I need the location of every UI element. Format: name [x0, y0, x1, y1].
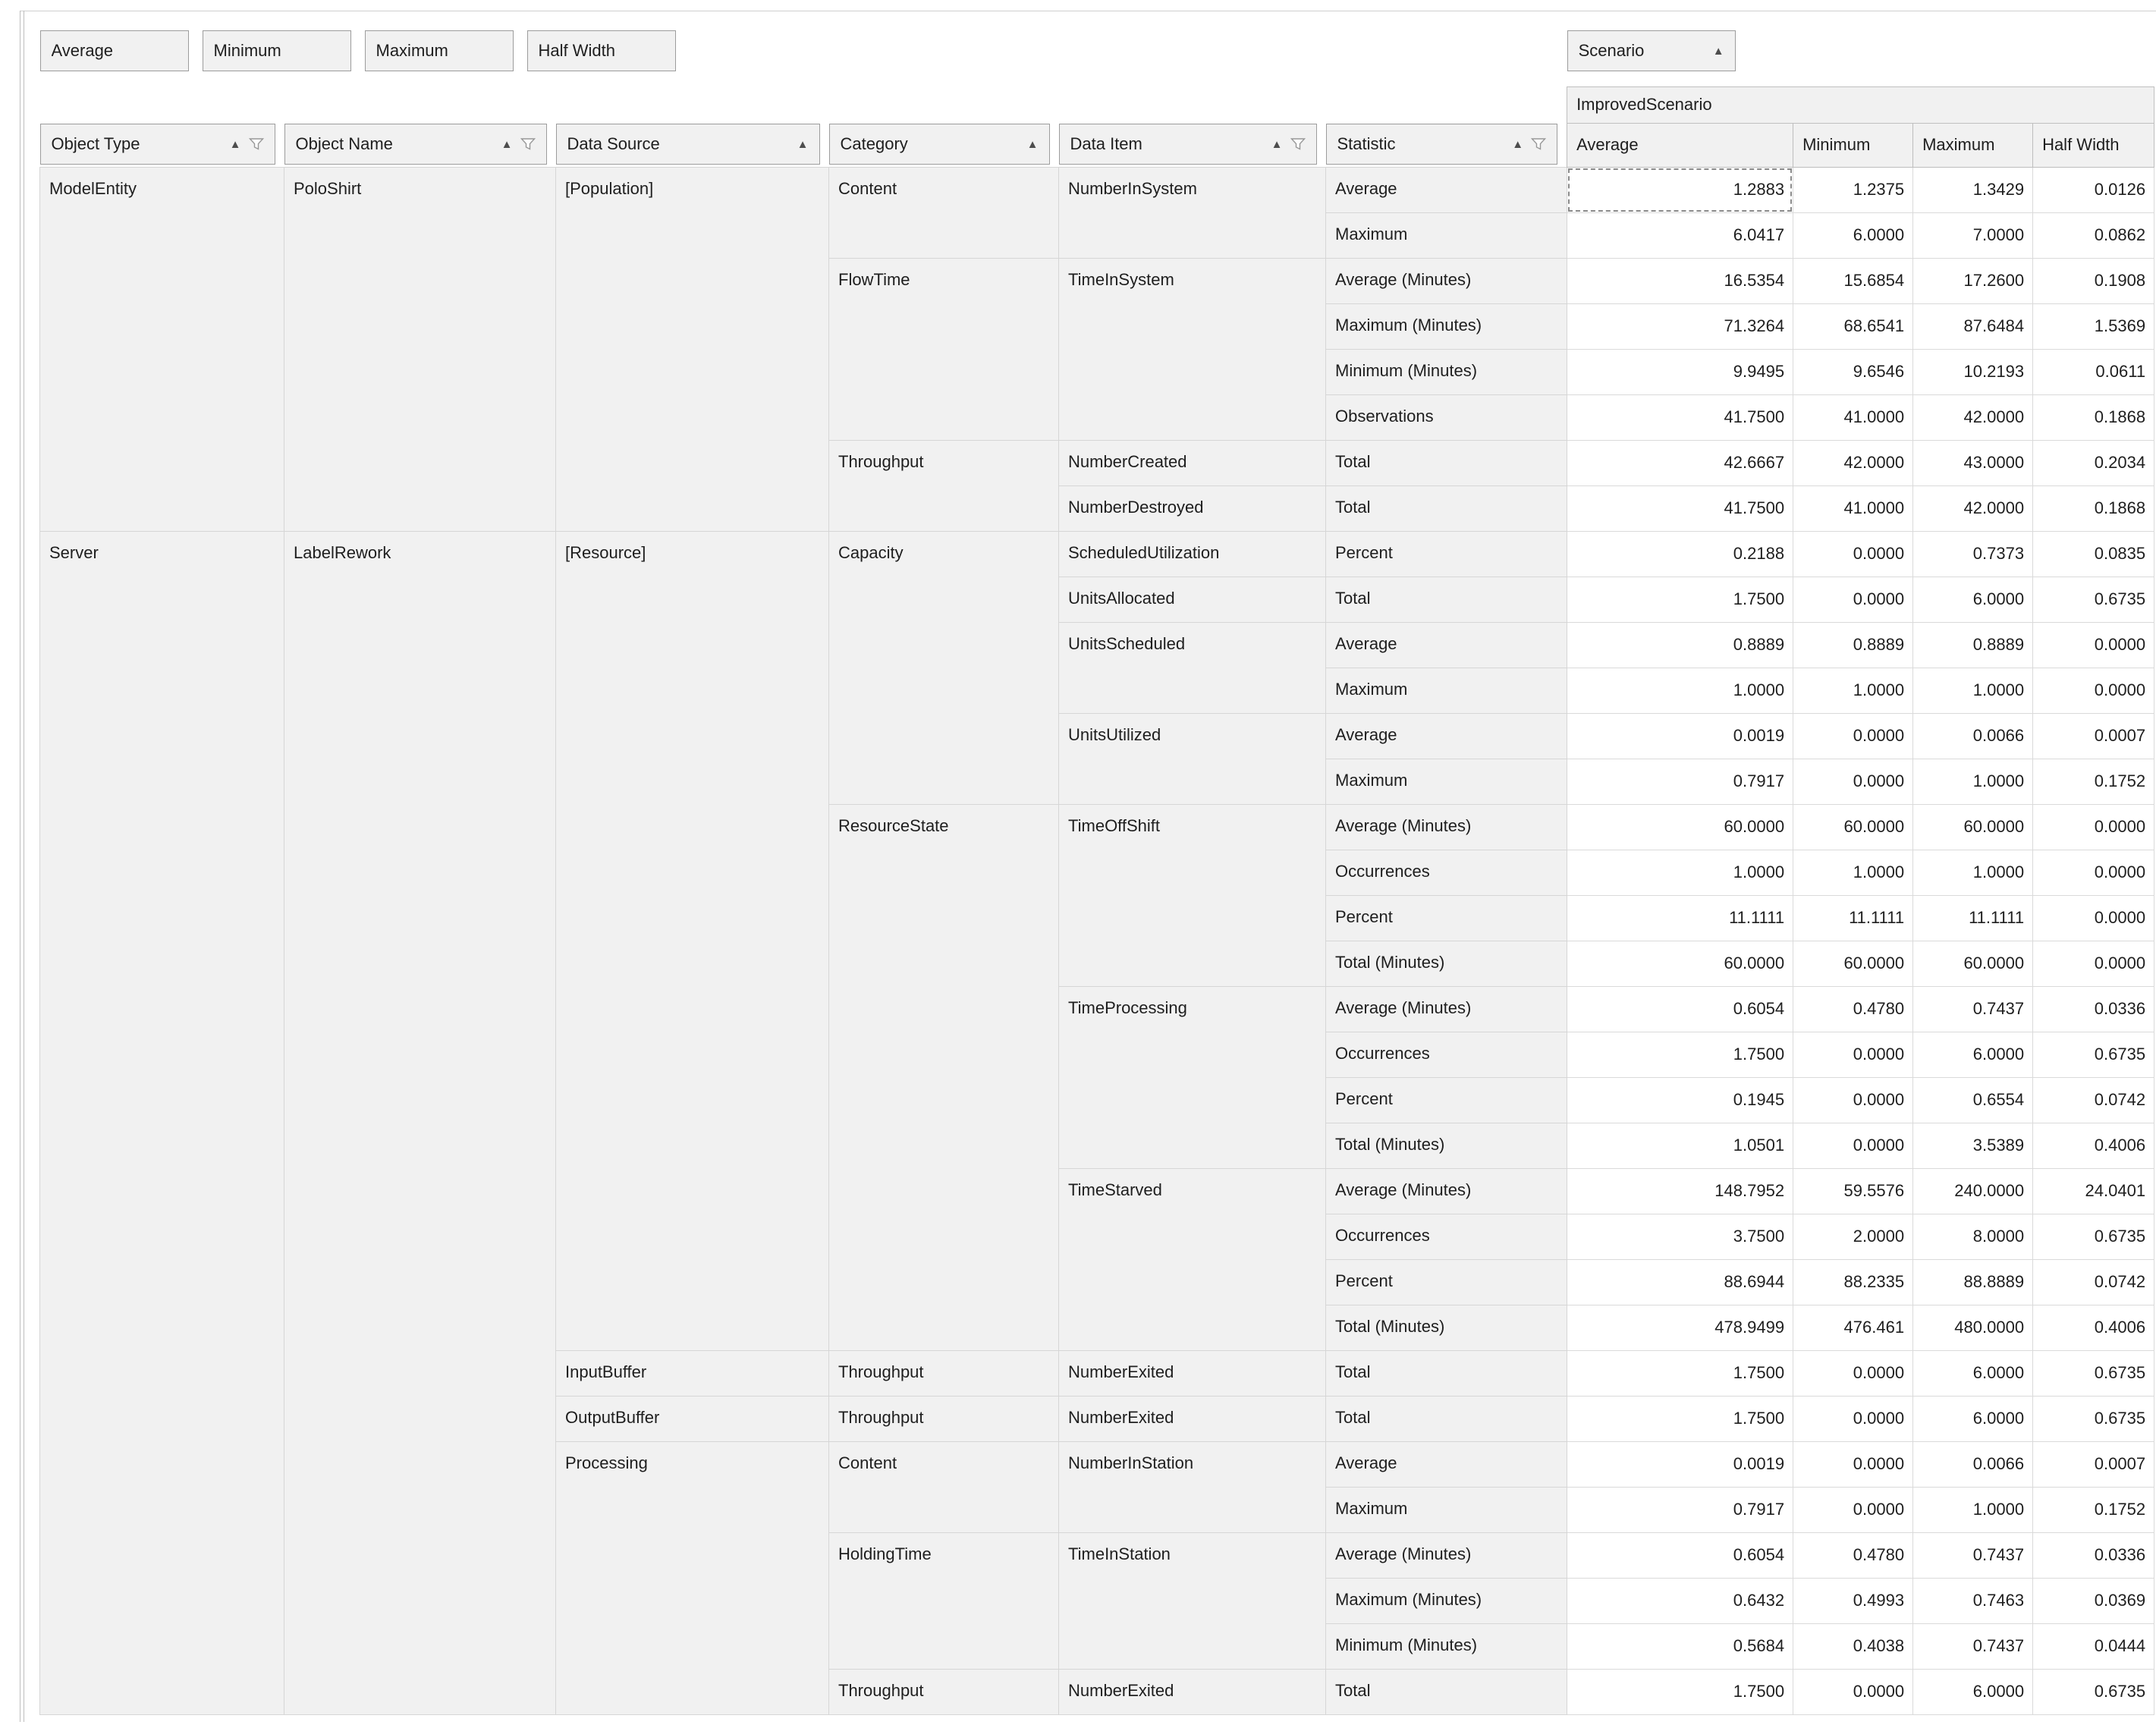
statistic-cell: Maximum	[1326, 759, 1567, 804]
value-cell[interactable]: 0.0019	[1567, 713, 1793, 759]
value-cell[interactable]: 0.6735	[2033, 1396, 2154, 1441]
value-cell[interactable]: 0.0000	[2033, 622, 2154, 668]
value-cell[interactable]: 148.7952	[1567, 1168, 1793, 1214]
left-splitter[interactable]	[20, 11, 24, 1722]
value-cell[interactable]: 88.2335	[1793, 1259, 1913, 1305]
value-cell[interactable]: 1.0000	[1567, 850, 1793, 895]
filter-funnel-icon[interactable]	[1531, 137, 1546, 151]
value-cell[interactable]: 1.3429	[1913, 167, 2033, 212]
row-field-chip-category[interactable]	[829, 124, 1050, 165]
value-cell[interactable]: 0.0000	[2033, 668, 2154, 713]
value-cell[interactable]: 6.0000	[1913, 1350, 2033, 1396]
value-cell[interactable]: 0.1868	[2033, 394, 2154, 440]
value-cell[interactable]: 0.0000	[1793, 1123, 1913, 1168]
value-cell[interactable]: 9.6546	[1793, 349, 1913, 394]
value-cell[interactable]: 60.0000	[1567, 941, 1793, 986]
value-cell[interactable]: 0.2188	[1567, 531, 1793, 577]
statistic-cell: Total	[1326, 577, 1567, 622]
value-cell[interactable]: 0.0000	[2033, 804, 2154, 850]
value-cell[interactable]: 0.6735	[2033, 1214, 2154, 1259]
data-item-cell: TimeInSystem	[1059, 258, 1326, 440]
category-cell: HoldingTime	[829, 1532, 1059, 1669]
data-item-cell: NumberInSystem	[1059, 167, 1326, 258]
value-cell[interactable]: 1.7500	[1567, 1032, 1793, 1077]
data-source-cell: OutputBuffer	[556, 1396, 829, 1441]
chip-label: Half Width	[538, 41, 615, 60]
data-item-cell: NumberExited	[1059, 1396, 1326, 1441]
field-label: Object Name	[295, 134, 393, 153]
value-cell[interactable]: 0.6554	[1913, 1077, 2033, 1123]
filter-funnel-icon[interactable]	[1290, 137, 1306, 151]
row-field-chip-object-type[interactable]	[40, 124, 275, 165]
statistic-cell: Maximum	[1326, 1487, 1567, 1532]
value-cell[interactable]: 0.0742	[2033, 1077, 2154, 1123]
statistic-cell: Percent	[1326, 531, 1567, 577]
value-cell[interactable]: 0.1868	[2033, 485, 2154, 531]
data-fields-area	[40, 30, 1567, 71]
statistic-cell: Total	[1326, 1350, 1567, 1396]
data-item-cell: NumberDestroyed	[1059, 485, 1326, 531]
value-column-header-maximum[interactable]: Maximum	[1913, 123, 2033, 167]
statistic-cell: Occurrences	[1326, 1214, 1567, 1259]
value-cell[interactable]: 60.0000	[1913, 941, 2033, 986]
value-cell[interactable]: 0.5684	[1567, 1623, 1793, 1669]
value-cell[interactable]: 0.7373	[1913, 531, 2033, 577]
value-cell[interactable]: 16.5354	[1567, 258, 1793, 303]
row-field-chip-data-item[interactable]	[1059, 124, 1317, 165]
statistic-cell: Average	[1326, 167, 1567, 212]
value-column-header-half-width[interactable]: Half Width	[2033, 123, 2154, 167]
data-item-cell: TimeProcessing	[1059, 986, 1326, 1168]
value-cell[interactable]: 0.6735	[2033, 1669, 2154, 1714]
category-cell: Content	[829, 1441, 1059, 1532]
value-cell[interactable]: 240.0000	[1913, 1168, 2033, 1214]
statistic-cell: Maximum (Minutes)	[1326, 1578, 1567, 1623]
value-cell[interactable]: 0.7917	[1567, 1487, 1793, 1532]
statistic-cell: Occurrences	[1326, 850, 1567, 895]
object-name-cell: LabelRework	[284, 531, 556, 1714]
statistic-cell: Average	[1326, 713, 1567, 759]
value-cell[interactable]: 17.2600	[1913, 258, 2033, 303]
category-cell: Throughput	[829, 1350, 1059, 1396]
scenario-column-header[interactable]: ImprovedScenario	[1567, 86, 2154, 123]
value-cell[interactable]: 60.0000	[1793, 941, 1913, 986]
column-headers-row	[40, 123, 2154, 167]
statistic-cell: Percent	[1326, 1077, 1567, 1123]
object-type-cell: Server	[40, 531, 284, 1714]
value-cell[interactable]: 11.1111	[1567, 895, 1793, 941]
value-column-header-average[interactable]: Average	[1567, 123, 1793, 167]
value-cell[interactable]: 480.0000	[1913, 1305, 2033, 1350]
statistic-cell: Average (Minutes)	[1326, 1532, 1567, 1578]
statistic-cell: Maximum (Minutes)	[1326, 303, 1567, 349]
value-cell[interactable]: 0.8889	[1793, 622, 1913, 668]
value-cell[interactable]: 0.0336	[2033, 1532, 2154, 1578]
category-cell: Content	[829, 167, 1059, 258]
value-cell[interactable]: 0.6735	[2033, 1350, 2154, 1396]
sort-ascending-icon: ▲	[501, 137, 513, 151]
statistic-cell: Total	[1326, 1396, 1567, 1441]
scenario-field-label: Scenario	[1578, 41, 1645, 60]
statistic-cell: Occurrences	[1326, 1032, 1567, 1077]
value-cell[interactable]: 6.0000	[1793, 212, 1913, 258]
value-cell[interactable]: 0.7437	[1913, 1532, 2033, 1578]
value-cell[interactable]: 0.8889	[1567, 622, 1793, 668]
value-cell[interactable]: 1.0000	[1913, 850, 2033, 895]
value-cell[interactable]: 1.0000	[1793, 668, 1913, 713]
value-cell[interactable]: 0.7437	[1913, 986, 2033, 1032]
value-cell[interactable]: 9.9495	[1567, 349, 1793, 394]
data-item-cell: TimeInStation	[1059, 1532, 1326, 1669]
category-cell: Throughput	[829, 440, 1059, 531]
value-cell[interactable]: 0.7917	[1567, 759, 1793, 804]
value-cell[interactable]: 0.6054	[1567, 1532, 1793, 1578]
value-cell[interactable]: 0.7437	[1913, 1623, 2033, 1669]
statistic-cell: Total (Minutes)	[1326, 1123, 1567, 1168]
column-field-chip-scenario[interactable]	[1567, 30, 1736, 71]
value-cell[interactable]: 0.0369	[2033, 1578, 2154, 1623]
statistic-cell: Minimum (Minutes)	[1326, 1623, 1567, 1669]
value-cell[interactable]: 1.0501	[1567, 1123, 1793, 1168]
category-cell: FlowTime	[829, 258, 1059, 440]
value-cell[interactable]: 0.6735	[2033, 577, 2154, 622]
statistic-cell: Percent	[1326, 895, 1567, 941]
statistic-cell: Total	[1326, 440, 1567, 485]
data-item-cell: NumberCreated	[1059, 440, 1326, 485]
sort-ascending-icon: ▲	[797, 137, 809, 151]
value-cell[interactable]: 1.2375	[1793, 167, 1913, 212]
data-field-chip-half-width[interactable]	[527, 30, 676, 71]
value-cell[interactable]: 68.6541	[1793, 303, 1913, 349]
value-cell[interactable]: 0.1752	[2033, 759, 2154, 804]
statistic-cell: Observations	[1326, 394, 1567, 440]
value-cell[interactable]: 0.0000	[1793, 1077, 1913, 1123]
value-cell[interactable]: 0.0336	[2033, 986, 2154, 1032]
statistic-cell: Minimum (Minutes)	[1326, 349, 1567, 394]
value-cell[interactable]: 7.0000	[1913, 212, 2033, 258]
value-cell[interactable]: 0.0000	[1793, 577, 1913, 622]
data-field-chip-minimum[interactable]	[203, 30, 351, 71]
value-cell[interactable]: 0.4993	[1793, 1578, 1913, 1623]
row-field-chip-statistic[interactable]	[1326, 124, 1558, 165]
value-cell[interactable]: 0.0862	[2033, 212, 2154, 258]
statistic-cell: Total (Minutes)	[1326, 941, 1567, 986]
value-cell[interactable]: 1.0000	[1913, 759, 2033, 804]
value-cell[interactable]: 41.0000	[1793, 485, 1913, 531]
value-cell[interactable]: 6.0000	[1913, 577, 2033, 622]
data-source-cell: Processing	[556, 1441, 829, 1714]
filter-funnel-icon[interactable]	[520, 137, 536, 151]
value-cell[interactable]: 0.4006	[2033, 1305, 2154, 1350]
value-cell[interactable]: 42.0000	[1793, 440, 1913, 485]
value-cell[interactable]: 0.1908	[2033, 258, 2154, 303]
filter-funnel-icon[interactable]	[249, 137, 264, 151]
value-cell[interactable]: 0.1945	[1567, 1077, 1793, 1123]
category-cell: Throughput	[829, 1396, 1059, 1441]
value-cell[interactable]: 1.7500	[1567, 1669, 1793, 1714]
value-cell[interactable]: 0.6735	[2033, 1032, 2154, 1077]
value-cell[interactable]: 1.0000	[1913, 1487, 2033, 1532]
value-cell[interactable]: 41.0000	[1793, 394, 1913, 440]
value-cell[interactable]: 6.0000	[1913, 1032, 2033, 1077]
value-cell[interactable]: 6.0000	[1913, 1396, 2033, 1441]
value-cell[interactable]: 0.0742	[2033, 1259, 2154, 1305]
value-cell[interactable]: 478.9499	[1567, 1305, 1793, 1350]
statistic-cell: Total	[1326, 485, 1567, 531]
value-cell[interactable]: 0.7463	[1913, 1578, 2033, 1623]
value-cell[interactable]: 1.0000	[1913, 668, 2033, 713]
value-cell-selected[interactable]: 1.2883	[1567, 167, 1793, 212]
value-cell[interactable]: 6.0417	[1567, 212, 1793, 258]
value-cell[interactable]: 42.6667	[1567, 440, 1793, 485]
value-column-header-minimum[interactable]: Minimum	[1793, 123, 1913, 167]
statistic-cell: Average (Minutes)	[1326, 986, 1567, 1032]
data-field-chip-average[interactable]	[40, 30, 189, 71]
value-cell[interactable]: 0.0000	[1793, 1669, 1913, 1714]
field-label: Category	[840, 134, 908, 153]
data-source-cell: [Population]	[556, 167, 829, 531]
value-cell[interactable]: 41.7500	[1567, 485, 1793, 531]
value-cell[interactable]: 0.0066	[1913, 1441, 2033, 1487]
value-cell[interactable]: 0.0066	[1913, 713, 2033, 759]
value-cell[interactable]: 0.6054	[1567, 986, 1793, 1032]
row-field-chip-object-name[interactable]	[284, 124, 547, 165]
field-label: Data Source	[567, 134, 660, 153]
value-cell[interactable]: 1.0000	[1567, 668, 1793, 713]
value-cell[interactable]: 0.0000	[1793, 1350, 1913, 1396]
data-item-cell: UnitsScheduled	[1059, 622, 1326, 713]
category-cell: Throughput	[829, 1669, 1059, 1714]
data-item-cell: TimeOffShift	[1059, 804, 1326, 986]
value-cell[interactable]: 11.1111	[1913, 895, 2033, 941]
sort-ascending-icon: ▲	[1026, 137, 1039, 151]
field-label: Statistic	[1337, 134, 1396, 153]
value-cell[interactable]: 24.0401	[2033, 1168, 2154, 1214]
value-cell[interactable]: 476.461	[1793, 1305, 1913, 1350]
value-cell[interactable]: 0.0000	[1793, 1441, 1913, 1487]
value-cell[interactable]: 0.0000	[2033, 850, 2154, 895]
value-cell[interactable]: 3.5389	[1913, 1123, 2033, 1168]
value-cell[interactable]: 1.7500	[1567, 1350, 1793, 1396]
statistic-cell: Average (Minutes)	[1326, 1168, 1567, 1214]
chip-label: Average	[51, 41, 114, 60]
object-type-cell: ModelEntity	[40, 167, 284, 531]
value-cell[interactable]: 0.0019	[1567, 1441, 1793, 1487]
pivot-body	[40, 167, 2154, 1714]
fields-row	[40, 30, 2154, 86]
data-source-cell: InputBuffer	[556, 1350, 829, 1396]
data-source-cell: [Resource]	[556, 531, 829, 1350]
sort-ascending-icon: ▲	[229, 137, 241, 151]
value-cell[interactable]: 42.0000	[1913, 394, 2033, 440]
row-field-chip-data-source[interactable]	[556, 124, 820, 165]
statistic-cell: Maximum	[1326, 212, 1567, 258]
value-cell[interactable]: 0.0000	[1793, 531, 1913, 577]
value-cell[interactable]: 8.0000	[1913, 1214, 2033, 1259]
value-cell[interactable]: 0.2034	[2033, 440, 2154, 485]
sort-ascending-icon: ▲	[1512, 137, 1524, 151]
data-item-cell: ScheduledUtilization	[1059, 531, 1326, 577]
value-cell[interactable]: 87.6484	[1913, 303, 2033, 349]
object-name-cell: PoloShirt	[284, 167, 556, 531]
value-cell[interactable]: 60.0000	[1567, 804, 1793, 850]
table-row	[40, 167, 2154, 212]
statistic-cell: Average (Minutes)	[1326, 258, 1567, 303]
data-field-chip-maximum[interactable]	[365, 30, 514, 71]
statistic-cell: Total	[1326, 1669, 1567, 1714]
value-cell[interactable]: 0.6432	[1567, 1578, 1793, 1623]
value-cell[interactable]: 60.0000	[1793, 804, 1913, 850]
value-cell[interactable]: 43.0000	[1913, 440, 2033, 485]
data-item-cell: UnitsAllocated	[1059, 577, 1326, 622]
field-label: Data Item	[1070, 134, 1142, 153]
value-cell[interactable]: 0.4780	[1793, 986, 1913, 1032]
value-cell[interactable]: 1.5369	[2033, 303, 2154, 349]
data-item-cell: NumberExited	[1059, 1669, 1326, 1714]
value-cell[interactable]: 1.7500	[1567, 1396, 1793, 1441]
category-cell: ResourceState	[829, 804, 1059, 1350]
statistic-cell: Average	[1326, 1441, 1567, 1487]
statistic-cell: Total (Minutes)	[1326, 1305, 1567, 1350]
value-cell[interactable]: 15.6854	[1793, 258, 1913, 303]
value-cell[interactable]: 0.0126	[2033, 167, 2154, 212]
value-cell[interactable]: 42.0000	[1913, 485, 2033, 531]
data-item-cell: NumberExited	[1059, 1350, 1326, 1396]
value-cell[interactable]: 60.0000	[1913, 804, 2033, 850]
statistic-cell: Percent	[1326, 1259, 1567, 1305]
value-cell[interactable]: 0.0000	[1793, 1032, 1913, 1077]
value-cell[interactable]: 6.0000	[1913, 1669, 2033, 1714]
data-item-cell: UnitsUtilized	[1059, 713, 1326, 804]
value-cell[interactable]: 71.3264	[1567, 303, 1793, 349]
category-cell: Capacity	[829, 531, 1059, 804]
value-cell[interactable]: 3.7500	[1567, 1214, 1793, 1259]
value-cell[interactable]: 0.0000	[1793, 759, 1913, 804]
value-cell[interactable]: 0.0000	[1793, 713, 1913, 759]
sort-ascending-icon: ▲	[1712, 44, 1724, 58]
value-cell[interactable]: 59.5576	[1793, 1168, 1913, 1214]
value-cell[interactable]: 2.0000	[1793, 1214, 1913, 1259]
value-cell[interactable]: 88.6944	[1567, 1259, 1793, 1305]
value-cell[interactable]: 0.0007	[2033, 1441, 2154, 1487]
value-cell[interactable]: 0.0000	[2033, 941, 2154, 986]
value-cell[interactable]: 0.0000	[1793, 1487, 1913, 1532]
statistic-cell: Maximum	[1326, 668, 1567, 713]
value-cell[interactable]: 0.0007	[2033, 713, 2154, 759]
statistic-cell: Average	[1326, 622, 1567, 668]
data-item-cell: NumberInStation	[1059, 1441, 1326, 1532]
scenario-band-row	[40, 86, 2154, 123]
value-cell[interactable]: 0.0835	[2033, 531, 2154, 577]
pivot-grid	[39, 30, 2154, 1715]
sort-ascending-icon: ▲	[1271, 137, 1283, 151]
statistic-cell: Average (Minutes)	[1326, 804, 1567, 850]
value-cell[interactable]: 0.4006	[2033, 1123, 2154, 1168]
value-cell[interactable]: 0.0000	[2033, 895, 2154, 941]
value-cell[interactable]: 1.7500	[1567, 577, 1793, 622]
value-cell[interactable]: 41.7500	[1567, 394, 1793, 440]
chip-label: Maximum	[376, 41, 448, 60]
value-cell[interactable]: 88.8889	[1913, 1259, 2033, 1305]
chip-label: Minimum	[213, 41, 281, 60]
value-cell[interactable]: 0.4780	[1793, 1532, 1913, 1578]
field-label: Object Type	[51, 134, 140, 153]
value-cell[interactable]: 10.2193	[1913, 349, 2033, 394]
table-row	[40, 531, 2154, 577]
value-cell[interactable]: 0.0444	[2033, 1623, 2154, 1669]
data-item-cell: TimeStarved	[1059, 1168, 1326, 1350]
value-cell[interactable]: 0.4038	[1793, 1623, 1913, 1669]
value-cell[interactable]: 0.0000	[1793, 1396, 1913, 1441]
value-cell[interactable]: 0.1752	[2033, 1487, 2154, 1532]
value-cell[interactable]: 0.0611	[2033, 349, 2154, 394]
value-cell[interactable]: 1.0000	[1793, 850, 1913, 895]
value-cell[interactable]: 11.1111	[1793, 895, 1913, 941]
value-cell[interactable]: 0.8889	[1913, 622, 2033, 668]
